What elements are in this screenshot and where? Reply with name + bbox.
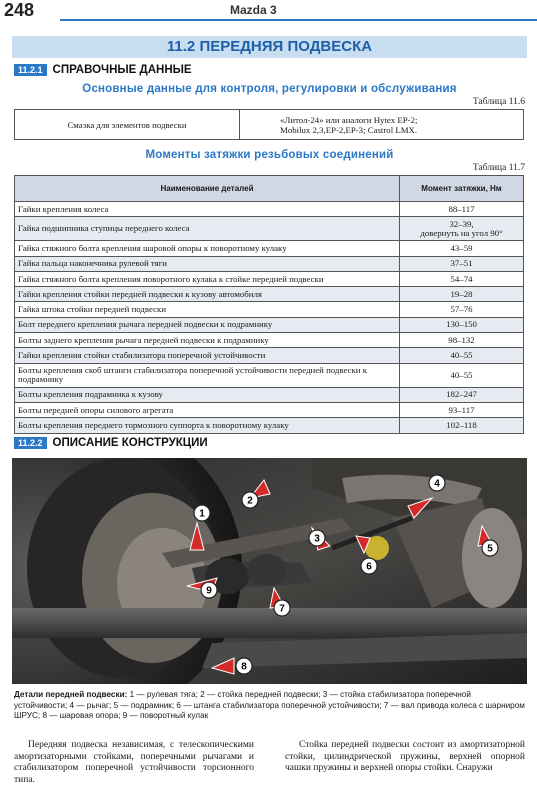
suspension-photo bbox=[12, 458, 527, 684]
lubricant-line: Mobilux 2,3,EP-2,EP-3; Castrol LMX. bbox=[280, 124, 418, 135]
table-row bbox=[15, 387, 524, 402]
torque-value-cell bbox=[400, 271, 524, 286]
part-name-cell: Болты крепления скоб штанги стабилизатора поперечной устойчивости передней подвески к подрамнику bbox=[15, 363, 400, 387]
torque-table bbox=[14, 175, 524, 434]
torque-value: 88–117 bbox=[448, 203, 475, 214]
table-cell bbox=[240, 110, 524, 140]
table-row bbox=[15, 202, 524, 217]
subsection-heading bbox=[14, 437, 208, 449]
callout-label: 1 bbox=[199, 508, 205, 520]
torque-value-cell bbox=[400, 241, 524, 256]
callout-marker bbox=[274, 600, 290, 616]
table-cell: Смазка для элементов подвески bbox=[15, 110, 240, 140]
callout-marker bbox=[201, 582, 217, 598]
torque-value-cell bbox=[400, 363, 524, 387]
torque-value: 40–55 bbox=[450, 369, 473, 380]
column-header: Наименование деталей bbox=[15, 176, 400, 202]
torque-value-cell bbox=[400, 402, 524, 417]
part-name-cell: Гайка штока стойки передней подвески bbox=[15, 302, 400, 317]
torque-value-cell bbox=[400, 287, 524, 302]
table-heading: Моменты затяжки резьбовых соединений bbox=[145, 149, 394, 161]
table-label: Таблица 11.6 bbox=[472, 97, 525, 107]
book-title: Mazda 3 bbox=[230, 3, 277, 17]
torque-value: 32–39, bbox=[449, 218, 474, 229]
table-row bbox=[15, 110, 524, 140]
figure-caption bbox=[14, 690, 525, 722]
callout-marker bbox=[482, 540, 498, 556]
callout-marker bbox=[429, 475, 445, 491]
part-name-cell: Гайки крепления стойки стабилизатора поперечной устойчивости bbox=[15, 348, 400, 363]
table-row bbox=[15, 402, 524, 417]
callout-marker bbox=[242, 492, 258, 508]
part-name-cell: Болт переднего крепления рычага передней подвески к подрамнику bbox=[15, 317, 400, 332]
table-row bbox=[15, 363, 524, 387]
callout-label: 8 bbox=[241, 661, 247, 673]
torque-value-cell bbox=[400, 217, 524, 241]
torque-value: 57–76 bbox=[450, 304, 473, 315]
callout-label: 5 bbox=[487, 543, 493, 555]
torque-value: 43–59 bbox=[450, 242, 473, 253]
torque-value: 182–247 bbox=[446, 389, 477, 400]
table-row bbox=[15, 241, 524, 256]
callout-label: 7 bbox=[279, 603, 285, 615]
table-row bbox=[15, 302, 524, 317]
subsection-heading bbox=[14, 64, 192, 76]
subsection-number: 11.2.1 bbox=[14, 64, 47, 76]
part-name-cell: Гайки крепления колеса bbox=[15, 202, 400, 217]
section-title: 11.2 ПЕРЕДНЯЯ ПОДВЕСКА bbox=[166, 38, 373, 55]
table-row bbox=[15, 217, 524, 241]
part-name-cell: Гайки крепления стойки передней подвески к кузову автомобиля bbox=[15, 287, 400, 302]
subsection-title: СПРАВОЧНЫЕ ДАННЫЕ bbox=[52, 64, 192, 76]
column-header: Момент затяжки, Нм bbox=[400, 176, 524, 202]
part-name-cell: Болты передней опоры силового агрегата bbox=[15, 402, 400, 417]
callout-label: 4 bbox=[434, 478, 440, 490]
torque-value: 54–74 bbox=[450, 273, 473, 284]
torque-value-cell bbox=[400, 202, 524, 217]
page-header bbox=[0, 0, 537, 22]
subsection-number: 11.2.2 bbox=[14, 437, 47, 449]
torque-value-cell bbox=[400, 256, 524, 271]
torque-value-cell bbox=[400, 418, 524, 433]
lubricant-line: «Литол-24» или аналоги Hytex EP-2; bbox=[280, 114, 418, 125]
torque-value: 40–55 bbox=[450, 350, 473, 361]
part-name-cell: Гайка стяжного болта крепления поворотного кулака к стойке передней подвески bbox=[15, 271, 400, 286]
callout-label: 2 bbox=[247, 495, 253, 507]
page-number: 248 bbox=[4, 0, 35, 20]
header-rule bbox=[60, 19, 537, 21]
part-name-cell: Болты крепления подрамника к кузову bbox=[15, 387, 400, 402]
suspension-illustration bbox=[12, 458, 527, 684]
torque-value: 98–132 bbox=[448, 334, 475, 345]
table-header-row bbox=[15, 176, 524, 202]
table-row bbox=[15, 287, 524, 302]
table-heading: Основные данные для контроля, регулировки и обслуживания bbox=[82, 83, 457, 95]
callout-label: 3 bbox=[314, 533, 320, 545]
torque-value-cell bbox=[400, 387, 524, 402]
torque-note: довернуть на угол 90° bbox=[420, 227, 503, 238]
torque-value-cell bbox=[400, 333, 524, 348]
part-name-cell: Болты заднего крепления рычага передней подвески к подрамнику bbox=[15, 333, 400, 348]
body-paragraph: Передняя подвеска независимая, с телескопическими амортизаторными стойками, поперечными рычагами и стабилизатором поперечной устойчивости торсионного типа. bbox=[14, 740, 254, 785]
torque-value: 37–51 bbox=[450, 258, 473, 269]
table-label: Таблица 11.7 bbox=[472, 163, 525, 173]
torque-value-cell bbox=[400, 302, 524, 317]
callout-label: 6 bbox=[366, 561, 372, 573]
torque-value: 19–28 bbox=[450, 288, 473, 299]
callout-label: 9 bbox=[206, 585, 212, 597]
callout-marker bbox=[194, 505, 210, 521]
torque-value-cell bbox=[400, 317, 524, 332]
table-row bbox=[15, 418, 524, 433]
torque-value: 93–117 bbox=[448, 404, 475, 415]
part-name-cell: Гайка пальца наконечника рулевой тяги bbox=[15, 256, 400, 271]
caption-text: 1 — рулевая тяга; 2 — стойка передней подвески; 3 — стойка стабилизатора поперечной устойчивости; 4 — рычаг; 5 — подрамник; 6 — штанга стабилизатора поперечной устойчивости; 7 — вал привода колеса с шарниром ШРУС; 8 — шаровая опора; 9 — поворотный кулак bbox=[14, 690, 525, 720]
torque-value-cell bbox=[400, 348, 524, 363]
table-row bbox=[15, 317, 524, 332]
part-name-cell: Гайка стяжного болта крепления шаровой опоры к поворотному кулаку bbox=[15, 241, 400, 256]
table-row bbox=[15, 256, 524, 271]
torque-value: 130–150 bbox=[446, 319, 477, 330]
torque-value: 102–118 bbox=[446, 419, 477, 430]
part-name-cell: Болты крепления переднего тормозного суппорта к поворотному кулаку bbox=[15, 418, 400, 433]
table-row bbox=[15, 333, 524, 348]
body-paragraph: Стойка передней подвески состоит из амортизаторной стойки, цилиндрической пружины, верхней опорной чашки пружины и верхней опоры стойки. Снаружи bbox=[285, 740, 525, 773]
subsection-title: ОПИСАНИЕ КОНСТРУКЦИИ bbox=[52, 437, 208, 449]
callout-marker bbox=[236, 658, 252, 674]
callout-marker bbox=[361, 558, 377, 574]
part-name-cell: Гайка подшипника ступицы переднего колеса bbox=[15, 217, 400, 241]
lubrication-table bbox=[14, 109, 524, 140]
table-row bbox=[15, 271, 524, 286]
callout-marker bbox=[309, 530, 325, 546]
caption-lead: Детали передней подвески: bbox=[14, 690, 128, 699]
table-row bbox=[15, 348, 524, 363]
